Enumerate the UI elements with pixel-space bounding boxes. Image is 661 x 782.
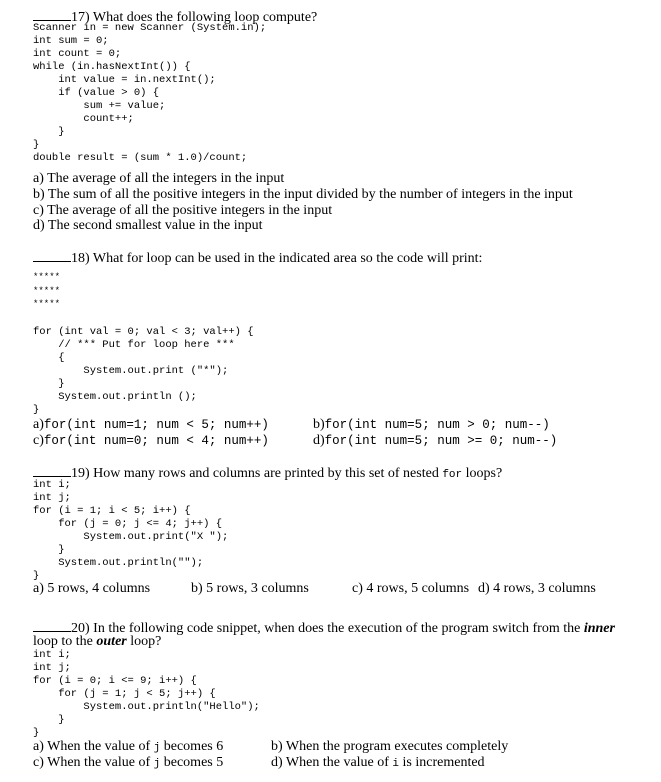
question-20-title: 20) In the following code snippet, when does the execution of the program switch from the inner (33, 619, 615, 637)
output-line: ***** (33, 272, 61, 282)
question-18-title (33, 249, 482, 267)
code-line: double result = (sum * 1.0)/count; (33, 152, 248, 164)
code-line: } (33, 714, 65, 726)
question-20-code (33, 649, 260, 740)
answer-blank (33, 464, 71, 477)
code-line: int i; (33, 649, 71, 661)
code-line: } (33, 404, 40, 416)
question-20-title-line2: loop to the outer loop? (33, 634, 162, 649)
code-line: sum += value; (33, 100, 166, 112)
code-line: int j; (33, 492, 71, 504)
question-text: 18) What for loop can be used in the indicated area so the code will print: (71, 251, 483, 266)
code-line: int value = in.nextInt(); (33, 74, 216, 86)
code-line: } (33, 570, 40, 582)
question-18-option-c: c)for(int num=0; num < 4; num++) (33, 433, 269, 448)
code-line: for (j = 1; j < 5; j++) { (33, 688, 216, 700)
question-text: 17) What does the following loop compute? (71, 10, 318, 25)
code-line: } (33, 126, 65, 138)
question-17-option-a: a) The average of all the integers in the input (33, 171, 285, 186)
answer-blank (33, 8, 71, 21)
answer-blank (33, 619, 71, 632)
question-19-title: 19) How many rows and columns are printed by this set of nested for loops? (33, 464, 502, 483)
question-17-option-c: c) The average of all the positive integers in the input (33, 203, 333, 218)
code-line: for (j = 0; j <= 4; j++) { (33, 518, 223, 530)
code-line: } (33, 139, 40, 151)
answer-blank (33, 249, 71, 262)
code-line: System.out.print ("*"); (33, 365, 229, 377)
question-20-option-d: d) When the value of i is incremented (271, 755, 485, 770)
question-17-code (33, 22, 266, 165)
question-20-option-a: a) When the value of j becomes 6 (33, 739, 224, 754)
question-18-option-d: d)for(int num=5; num >= 0; num--) (313, 433, 558, 448)
question-19-option-d: d) 4 rows, 3 columns (478, 581, 596, 596)
question-18-option-b: b)for(int num=5; num > 0; num--) (313, 417, 550, 432)
question-17-option-b: b) The sum of all the positive integers in the input divided by the number of integers in the input (33, 187, 573, 202)
code-line: Scanner in = new Scanner (System.in); (33, 22, 267, 34)
question-18-expected-output (33, 271, 60, 312)
code-line: int sum = 0; (33, 35, 109, 47)
code-line: if (value > 0) { (33, 87, 160, 99)
question-19-option-b: b) 5 rows, 3 columns (191, 581, 309, 596)
question-19-option-a: a) 5 rows, 4 columns (33, 581, 151, 596)
output-line: ***** (33, 299, 61, 309)
code-line: System.out.println(""); (33, 557, 204, 569)
code-line: int count = 0; (33, 48, 122, 60)
code-line: } (33, 378, 65, 390)
code-line: // *** Put for loop here *** (33, 339, 235, 351)
output-line: ***** (33, 285, 61, 296)
question-18-code (33, 326, 254, 417)
code-line: for (int val = 0; val < 3; val++) { (33, 326, 254, 338)
question-20-option-b: b) When the program executes completely (271, 739, 509, 754)
code-line: { (33, 352, 65, 364)
emphasis-inner: inner (583, 621, 615, 636)
code-line: while (in.hasNextInt()) { (33, 61, 191, 73)
code-line: for (i = 0; i <= 9; i++) { (33, 675, 197, 687)
code-line: System.out.println (); (33, 391, 197, 403)
code-line: System.out.println("Hello"); (33, 701, 260, 713)
code-line: } (33, 727, 40, 739)
code-line: System.out.print("X "); (33, 531, 229, 543)
question-20-option-c: c) When the value of j becomes 5 (33, 755, 224, 770)
code-line: int j; (33, 662, 71, 674)
inline-code: for (442, 469, 463, 481)
question-19-option-c: c) 4 rows, 5 columns (352, 581, 470, 596)
emphasis-outer: outer (96, 634, 127, 649)
code-line: count++; (33, 113, 134, 125)
code-line: int i; (33, 479, 71, 491)
question-19-code (33, 479, 228, 583)
question-17-option-d: d) The second smallest value in the input (33, 218, 263, 233)
question-18-option-a: a)for(int num=1; num < 5; num++) (33, 417, 269, 432)
code-line: } (33, 544, 65, 556)
code-line: for (i = 1; i < 5; i++) { (33, 505, 191, 517)
